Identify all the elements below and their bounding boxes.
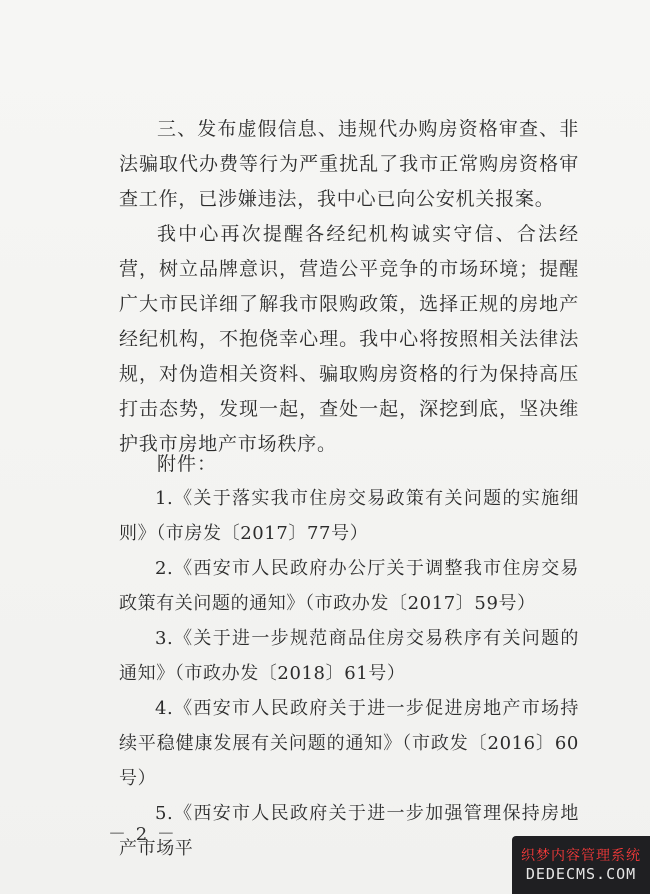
attachment-item-2: 2.《西安市人民政府办公厅关于调整我市住房交易政策有关问题的通知》（市政办发〔2017〕59号）: [119, 558, 579, 614]
watermark-logo: [512, 836, 650, 894]
paragraph-reminder: 我中心再次提醒各经纪机构诚实守信、合法经营，树立品牌意识，营造公平竞争的市场环境；提醒广大市民详细了解我市限购政策，选择正规的房地产经纪机构，不抱侥幸心理。我中心将按照相关法律法规，对伪造相关资料、骗取购房资格的行为保持高压打击态势，发现一起，查处一起，深挖到底，坚决维护我市房地产市场秩序。: [119, 223, 579, 455]
attachment-item-5: 5.《西安市人民政府关于进一步加强管理保持房地产市场平: [119, 803, 579, 859]
body-text: [119, 112, 579, 462]
watermark-line-1: 织梦内容管理系统: [521, 848, 641, 864]
attachment-item-4: 4.《西安市人民政府关于进一步促进房地产市场持续平稳健康发展有关问题的通知》（市政发〔2016〕60号）: [119, 698, 579, 789]
page-number: － 2 －: [108, 824, 177, 845]
attachment-item-1: 1.《关于落实我市住房交易政策有关问题的实施细则》（市房发〔2017〕77号）: [119, 488, 579, 544]
attachment-item-3: 3.《关于进一步规范商品住房交易秩序有关问题的通知》（市政办发〔2018〕61号）: [119, 628, 579, 684]
watermark-line-2: DEDECMS.COM: [525, 865, 637, 883]
paragraph-section-three: 三、发布虚假信息、违规代办购房资格审查、非法骗取代办费等行为严重扰乱了我市正常购房资格审查工作，已涉嫌违法，我中心已向公安机关报案。: [119, 118, 579, 210]
attachments-heading: 附件：: [157, 453, 218, 475]
attachments-section: [119, 447, 579, 866]
